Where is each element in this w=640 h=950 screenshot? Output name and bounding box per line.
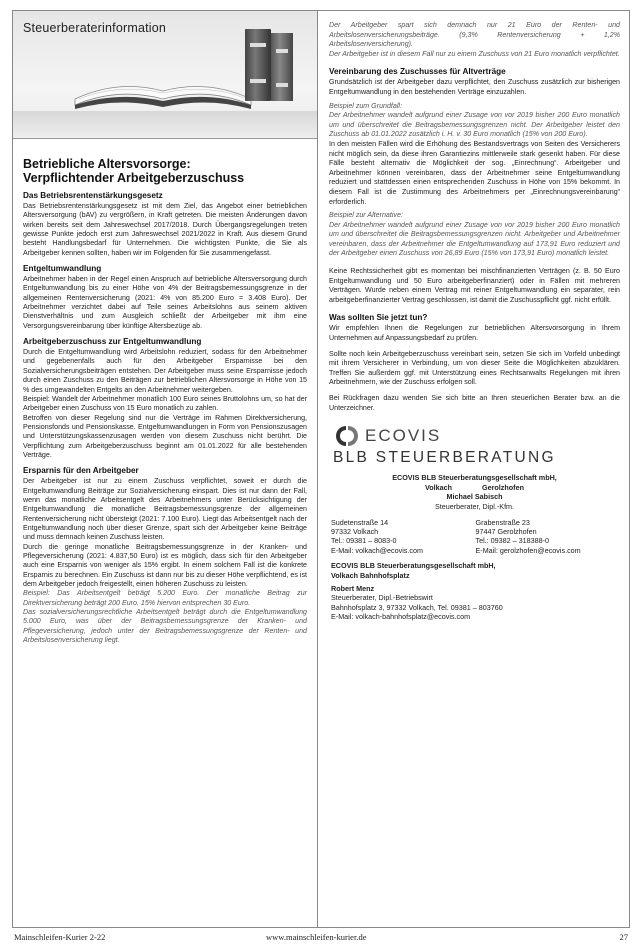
ecovis-logo	[333, 425, 620, 447]
section-heading: Entgeltumwandlung	[23, 264, 102, 274]
address-line: Grabenstraße 23	[475, 517, 530, 527]
paragraph: Das Betriebsrentenstärkungsgesetz ist mit dem Ziel, das Angebot einer betrieblichen Altersversorgung (bAV) zu vergrößern, in Kraft getreten. Die meisten Änderungen davon wirken bereits seit dem Jahreswechsel 2017/2018. Durch Übergangsregelungen treten gewisse Punkte jedoch erst zum Jahreswechsel 2021/2022 in Kraft. Aus diesem Grund besteht Handlungsbedarf für Unternehmen. Die wichtigsten Punkte, die Sie als Arbeitgeber kennen sollten, haben wir im Folgenden für Sie zusammengefasst.	[23, 202, 307, 257]
title-line: Betriebliche Altersvorsorge:	[23, 157, 191, 171]
office-addresses	[331, 518, 620, 556]
book-label	[276, 49, 288, 53]
firm-block	[329, 473, 620, 511]
ecovis-logo-icon	[333, 425, 359, 447]
page-frame	[12, 10, 630, 928]
email-link[interactable]: E-Mail: gerolzhofen@ecovis.com	[475, 545, 581, 555]
article-title	[23, 157, 307, 185]
ecovis-ad	[329, 425, 620, 621]
paragraph: Sollte noch kein Arbeitgeberzuschuss vereinbart sein, setzen Sie sich im Vorfeld unbedingt mit ihrem Versicherer in Verbindung, um von dieser Seite die Möglichkeiten abzuklären. Treffen Sie außerdem ggf. mit Unterstützung eines Rechtsanwalts Regelungen mit ihren Arbeitnehmern, wie der Zuschuss erfolgen soll.	[329, 349, 620, 387]
section-heading: Das Betriebsrentenstärkungsgesetz	[23, 191, 163, 200]
website-link[interactable]: www.mainschleifen-kurier.de	[266, 932, 367, 942]
paragraph: Der Arbeitgeber ist nur zu einem Zuschuss verpflichtet, soweit er durch die Entgeltumwandlung Beiträge zur Sozialversicherung einspart. Dies ist nur dann der Fall, wenn das monatliche Arbeitsentgelt des Arbeitnehmers unter Berücksichtigung der Entgeltumwandlung die monatliche Beitragsbemessungsgrenze der allgemeinen Rentenversicherung nicht übersteigt (2021: 7.100 Euro). Liegt das Arbeitsentgelt nach der Entgeltumwandlung noch über dieser Grenze, spart sich der Arbeitgeber keine Beiträge und muss demnach keinen Zuschuss leisten.	[23, 477, 307, 542]
section-heading: Was sollten Sie jetzt tun?	[329, 313, 428, 323]
example-paragraph: Das sozialversicherungsrechtliche Arbeitsentgelt beträgt durch die Entgeltumwandlung 5.000 Euro, was über der Beitragsbemessungsgrenze der Kranken- und Pflegeversicherung, jedoch unter der Beitragsbemessungsgrenze der Renten- und Arbeitslosenversicherung liegt.	[23, 608, 307, 645]
firm-location: Volkach	[425, 482, 453, 492]
contact-title: Steuerberater, Dipl.-Kfm.	[434, 501, 515, 511]
office-gerolzhofen	[476, 518, 621, 556]
example-label: Beispiel zur Alternative:	[329, 211, 403, 220]
email-link[interactable]: E-Mail: volkach@ecovis.com	[331, 545, 423, 555]
section-title: Steuerberaterinformation	[23, 21, 167, 35]
phone-line: Tel.: 09381 – 8083-0	[331, 536, 397, 546]
address-line: Bahnhofsplatz 3, 97332 Volkach, Tel. 09381 – 803760	[331, 602, 503, 612]
paragraph: Beispiel: Wandelt der Arbeitnehmer monatlich 100 Euro seines Bruttolohns um, so hat der Arbeitgeber einen Zuschuss von 15 Euro monatlich zu zahlen.	[23, 394, 307, 413]
paragraph: Durch die geringe monatliche Beitragsbemessungsgrenze in der Kranken- und Pflegeversicherung (2021: 4.837,50 Euro) ist es möglich, dass sich für den Arbeitgeber auch eine Ersparnis von weniger als 15% ergibt. In einem solchem Fall ist die konkrete Ersparnis zu berechnen. Ein Zuschuss ist dann nur bis zu dieser Höhe verpflichtend, es ist dem Arbeitgeber jedoch freigestellt, einen höheren Zuschuss zu leisten.	[23, 542, 307, 589]
firm-name: ECOVIS BLB Steuerberatungsgesellschaft mbH,	[392, 473, 557, 483]
example-paragraph: Der Arbeitnehmer wandelt aufgrund einer Zusage von vor 2019 bisher 200 Euro monatlich um und überschreitet die Beitragsbemessungsgrenzen nicht. Arbeitgeber und Arbeitnehmer vereinbaren, dass der Arbeitnehmer die Entgeltumwandlung auf 173,91 Euro reduziert und der Arbeitgeber einen Zuschuss von 26,89 Euro (15% von 173,91 Euro) monatlich leistet.	[329, 220, 620, 258]
phone-line: Tel.: 09382 – 318388-0	[475, 536, 550, 546]
example-label: Beispiel zum Grundfall:	[329, 101, 402, 110]
section-heading: Arbeitgeberzuschuss zur Entgeltumwandlung	[23, 337, 202, 347]
paragraph: Keine Rechtssicherheit gibt es momentan bei mischfinanzierten Verträgen (z. B. 50 Euro Entgeltumwandlung und 50 Euro arbeitgeberfinanziert) oder in Fällen mit mehreren Verträgen. Wurde neben einem Vertrag mit reiner Entgeltumwandlung ein separater, rein arbeitgeberfinanzierter Vertrag geschlossen, ist damit die Zuschusspflicht ggf. nicht erfüllt.	[329, 267, 620, 304]
address-line: 97447 Gerolzhofen	[475, 526, 537, 536]
closed-book-icon	[271, 33, 293, 101]
brand-subtitle: BLB STEUERBERATUNG	[333, 449, 556, 467]
book-label	[250, 79, 266, 83]
paragraph: In den meisten Fällen wird die Erhöhung des Bestandsvertrags von Seiten des Versicherers nicht möglich sein, da diese ihren Garantiezins mittlerweile stark gesenkt haben. Für diese Fälle besteht alternativ die Möglichkeit der sog. „Einrechnung“. Arbeitgeber und Arbeitnehmer können vereinbaren, dass der Arbeitnehmer seine Entgeltumwandlung reduziert und stattdessen einen entsprechenden Zuschuss in Höhe von 15% bekommt. In diesem Fall ist die Zustimmung des Arbeitnehmers per „Einrechnungsvereinbarung“ erforderlich.	[329, 139, 620, 206]
paragraph: Grundsätzlich ist der Arbeitgeber dazu verpflichtet, den Zuschuss zusätzlich zur bisherigen Entgeltumwandlung in den bestehenden Verträge einzuzahlen.	[329, 78, 620, 96]
table-surface	[13, 111, 318, 139]
example-paragraph: Der Arbeitgeber spart sich demnach nur 21 Euro der Renten- und Arbeitslosenversicherungsbeiträge. (9,3% Rentenversicherung + 1,2% Arbeitslosenversicherung).	[329, 21, 620, 49]
closed-book-icon	[245, 29, 271, 101]
brand-name: ECOVIS	[365, 426, 442, 446]
address-line: Sudetenstraße 14	[331, 517, 389, 527]
book-label	[276, 83, 288, 87]
title-line: Verpflichtender Arbeitgeberzuschuss	[23, 171, 245, 185]
book-label	[250, 43, 266, 47]
firm-name: ECOVIS BLB Steuerberatungsgesellschaft mbH,	[331, 561, 496, 571]
address-line: 97332 Volkach	[331, 526, 379, 536]
contact-title: Steuerberater, Dipl.-Betriebswirt	[331, 593, 433, 603]
article-body-left	[13, 139, 317, 645]
left-column	[13, 11, 318, 927]
right-column	[319, 11, 630, 927]
contact-person: Robert Menz	[331, 584, 375, 593]
contact-person: Michael Sabisch	[446, 492, 503, 502]
section-heading: Ersparnis für den Arbeitgeber	[23, 466, 139, 476]
page-number: 27	[619, 932, 628, 942]
email-link[interactable]: E-Mail: volkach-bahnhofsplatz@ecovis.com	[331, 612, 471, 622]
firm-block-2	[331, 561, 620, 621]
paragraph: Arbeitnehmer haben in der Regel einen Anspruch auf betriebliche Altersversorgung durch Entgeltumwandlung bis zu einer Höhe von 4% der Beitragsbemessungsgrenze in der allgemeinen Rentenversicherung (2021: 4% von 85.200 Euro = 3.408 Euro). Der Arbeitnehmer verzichtet dabei auf Teile seines Arbeitslohns aus seinem aktiven Dienstverhältnis und zum Ausgleich schließt der Arbeitgeber mit ihm eine Versorgungsvereinbarung über künftige Altersbezüge ab.	[23, 275, 307, 330]
paragraph: Durch die Entgeltumwandlung wird Arbeitslohn reduziert, sodass für den Arbeitnehmer und gegebenenfalls auch für den Arbeitgeber Ersparnisse bei den Sozialversicherungsbeiträgen entstehen. Der Arbeitgeber muss seine Ersparnisse jedoch durch einen Zuschuss zu den Beiträgen zur betrieblichen Altersvorsorge in Höhe von 15 % des umgewandelten Entgelts an den Arbeitnehmer weitergeben.	[23, 348, 307, 394]
paragraph: Betroffen von dieser Regelung sind nur die Verträge im Rahmen Direktversicherung, Pensionsfonds und Pensionskasse. Entgeltumwandlungen in Form von Pensionszusagen und Unterstützungskassenzusagen werden von diesem Zuschuss nicht berührt. Die Verpflichtung zum Arbeitgeberzuschuss beginnt am 01.01.2022 für alle bestehenden Verträge.	[23, 413, 307, 459]
office-volkach	[331, 518, 476, 556]
paragraph: Wir empfehlen Ihnen die Regelungen zur betrieblichen Altersvorsorgung in Ihrem Unternehmen auf Anpassungsbedarf zu prüfen.	[329, 324, 620, 343]
example-paragraph: Der Arbeitnehmer wandelt aufgrund einer Zusage von vor 2019 bisher 200 Euro monatlich um und überschreitet die Beitragsbemessungsgrenzen nicht. Der Arbeitgeber leistet den Zuschuss ab 01.01.2022 zusätzlich i. H. v. 30 Euro monatlich (15% von 200 Euro).	[329, 111, 620, 139]
section-heading: Vereinbarung des Zuschusses für Altverträge	[329, 67, 506, 77]
example-paragraph: Der Arbeitgeber ist in diesem Fall nur zu einem Zuschuss von 21 Euro monatlich verpflichtet.	[329, 49, 620, 58]
hero-image	[13, 11, 318, 139]
paragraph: Bei Rückfragen dazu wenden Sie sich bitte an Ihren steuerlichen Berater bzw. an die Unterzeichner.	[329, 394, 620, 412]
firm-location: Gerolzhofen	[482, 482, 524, 492]
firm-location: Volkach Bahnhofsplatz	[331, 570, 410, 580]
publication-name: Mainschleifen-Kurier 2-22	[14, 932, 106, 942]
open-book-icon	[73, 69, 253, 113]
example-paragraph: Beispiel: Das Arbeitsentgelt beträgt 5.200 Euro. Der monatliche Beitrag zur Direktversicherung beträgt 200 Euro. 15% hiervon entsprechen 30 Euro.	[23, 589, 307, 607]
spacer	[329, 259, 620, 267]
